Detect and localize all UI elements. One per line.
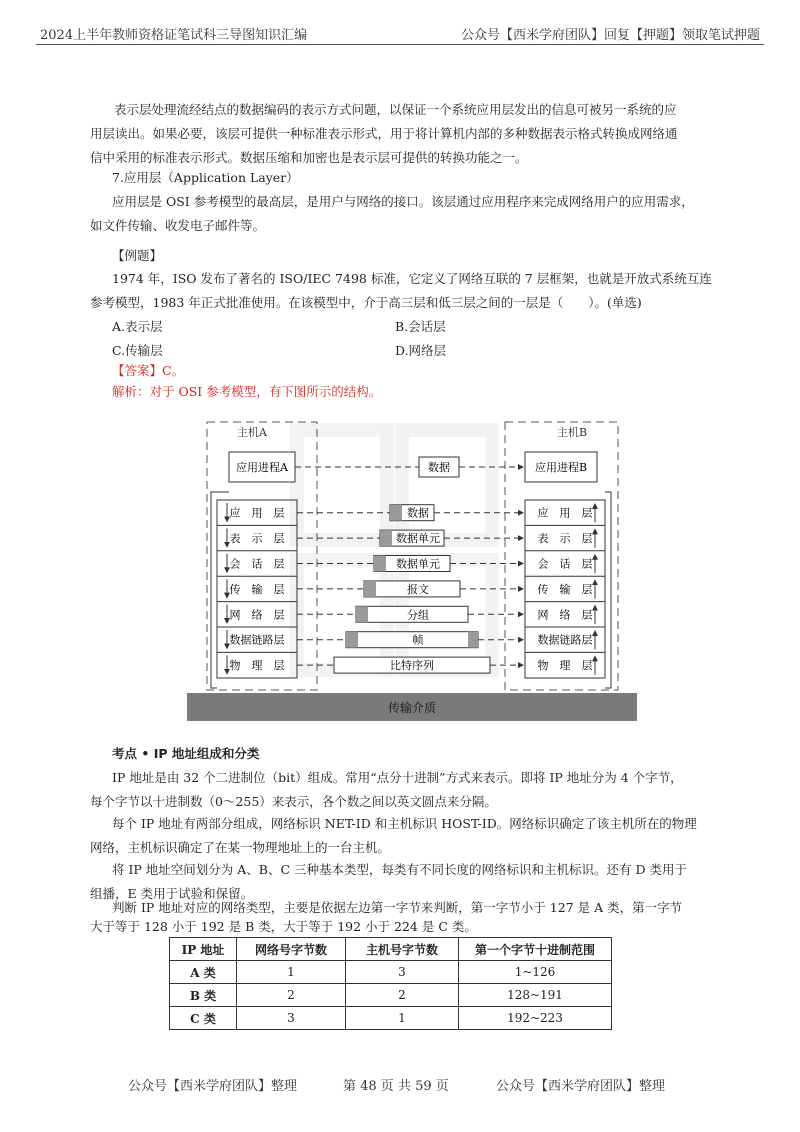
paragraph-line: 如文件传输、收发电子邮件等。 [90,218,266,233]
pdu-label: 数据单元 [396,532,440,546]
ip-class-table [169,937,612,1030]
table-cell: 1 [346,1007,459,1030]
host-a-layer-label: 网 络 层 [229,608,285,622]
table-cell: 128~191 [459,984,612,1007]
table-row [170,961,612,984]
host-a-layer-label: 物 理 层 [229,659,285,673]
page-header [0,0,800,48]
host-b-label: 主机B [557,426,588,439]
pdu-header [356,606,368,622]
option-c: C.传输层 [112,343,163,358]
header-title: 2024上半年教师资格证笔试科三导图知识汇编 [40,28,308,43]
host-b-layer-label: 表 示 层 [537,532,593,546]
host-a-label: 主机A [237,426,267,439]
pdu-header [380,530,392,546]
table-cell: 1~126 [459,961,612,984]
answer: 【答案】C。 [112,363,185,378]
table-header: 第一个字节十进制范围 [459,938,612,961]
page-number: 第 48 页 共 59 页 [343,1079,449,1094]
pdu-header [390,505,402,521]
option-a: A.表示层 [112,319,163,334]
table-row [170,1007,612,1030]
pdu-label: 数据 [407,506,429,520]
table-cell: B 类 [170,984,237,1007]
host-b-layer-label: 传 输 层 [537,582,593,596]
paragraph-line: 每个字节以十进制数（0～255）来表示，各个数之间以英文圆点来分隔。 [90,794,497,809]
analysis: 解析：对于 OSI 参考模型，有下图所示的结构。 [112,384,382,399]
host-a-layer-label: 传 输 层 [229,582,285,596]
option-b: B.会话层 [395,319,446,334]
transmission-medium-label: 传输介质 [387,701,437,715]
table-cell: 3 [346,961,459,984]
table-header: IP 地址 [170,938,237,961]
pdu-label: 帧 [412,633,424,647]
paragraph-line: 表示层处理流经结点的数据编码的表示方式问题，以保证一个系统应用层发出的信息可被另一系统的应 [114,102,677,117]
table-cell: 2 [237,984,346,1007]
paragraph-line: 组播，E 类用于试验和保留。 [90,886,254,901]
example-label: 【例题】 [112,248,163,263]
host-a-layer-label: 应 用 层 [229,506,285,520]
table-cell: 2 [346,984,459,1007]
paragraph-line: 判断 IP 地址对应的网络类型，主要是依据左边第一字节来判断，第一字节小于 127 是 A 类，第一字节 [112,900,683,915]
paragraph-line: 每个 IP 地址有两部分组成，网络标识 NET-ID 和主机标识 HOST-ID。网络标识确定了该主机所在的物理 [112,816,697,831]
table-header-row [170,938,612,961]
host-b-layer-label: 应 用 层 [537,506,593,520]
top-data-label: 数据 [428,461,450,474]
host-b-layer-label: 数据链路层 [537,633,593,647]
pdu-header [374,556,386,572]
pdu-label: 比特序列 [390,659,434,673]
table-cell: 192~223 [459,1007,612,1030]
pdu-label: 报文 [407,582,429,596]
paragraph-line: IP 地址是由 32 个二进制位（bit）组成。常用“点分十进制”方式来表示。即将 IP 地址分为 4 个字节， [112,770,683,785]
host-a-layer-label: 数据链路层 [229,633,285,647]
section-heading: 7.应用层（Application Layer） [112,170,299,185]
host-b-layer-label: 网 络 层 [537,608,593,622]
table-cell: 1 [237,961,346,984]
example-text: 参考模型，1983 年正式批准使用。在该模型中，介于高三层和低三层之间的一层是（ ）。(单选) [90,295,642,310]
example-text: 1974 年，ISO 发布了著名的 ISO/IEC 7498 标准，它定义了网络互联的 7 层框架，也就是开放式系统互连 [112,271,712,286]
pdu-label: 数据单元 [396,557,440,571]
host-b-layer-label: 物 理 层 [537,659,593,673]
osi-model-diagram [187,410,637,722]
footer-right: 公众号【西米学府团队】整理 [496,1079,666,1094]
table-cell: A 类 [170,961,237,984]
table-header: 主机号字节数 [346,938,459,961]
header-divider [36,44,764,45]
left-flow-line [211,492,229,688]
table-header: 网络号字节数 [237,938,346,961]
paragraph-line: 用层读出。如果必要，该层可提供一种标准表示形式，用于将计算机内部的多种数据表示格式转换成网络通 [90,126,678,141]
table-cell: C 类 [170,1007,237,1030]
pdu-header [346,632,358,648]
section-heading: 考点 • IP 地址组成和分类 [112,746,260,761]
host-a-layer-label: 表 示 层 [229,532,285,546]
pdu-header [364,581,376,597]
option-d: D.网络层 [395,343,447,358]
app-process-b-label: 应用进程B [534,461,588,474]
host-a-layer-label: 会 话 层 [229,557,285,571]
footer-left: 公众号【西米学府团队】整理 [128,1079,298,1094]
paragraph-line: 网络，主机标识确定了在某一物理地址上的一台主机。 [90,840,391,855]
table-cell: 3 [237,1007,346,1030]
right-flow-line [605,492,611,688]
paragraph-line: 信中采用的标准表示形式。数据压缩和加密也是表示层可提供的转换功能之一。 [90,150,528,165]
pdu-trailer [468,632,478,648]
paragraph-line: 应用层是 OSI 参考模型的最高层，是用户与网络的接口。该层通过应用程序来完成网络用户的应用需求， [112,194,694,209]
app-process-a-label: 应用进程A [236,461,288,474]
host-b-layer-label: 会 话 层 [537,557,593,571]
paragraph-line: 将 IP 地址空间划分为 A、B、C 三种基本类型，每类有不同长度的网络标识和主机标识。还有 D 类用于 [112,862,687,877]
pdu-label: 分组 [407,608,429,622]
header-promo: 公众号【西米学府团队】回复【押题】领取笔试押题 [460,28,760,43]
paragraph-line: 大于等于 128 小于 192 是 B 类，大于等于 192 小于 224 是 C 类。 [90,919,477,934]
table-row [170,984,612,1007]
